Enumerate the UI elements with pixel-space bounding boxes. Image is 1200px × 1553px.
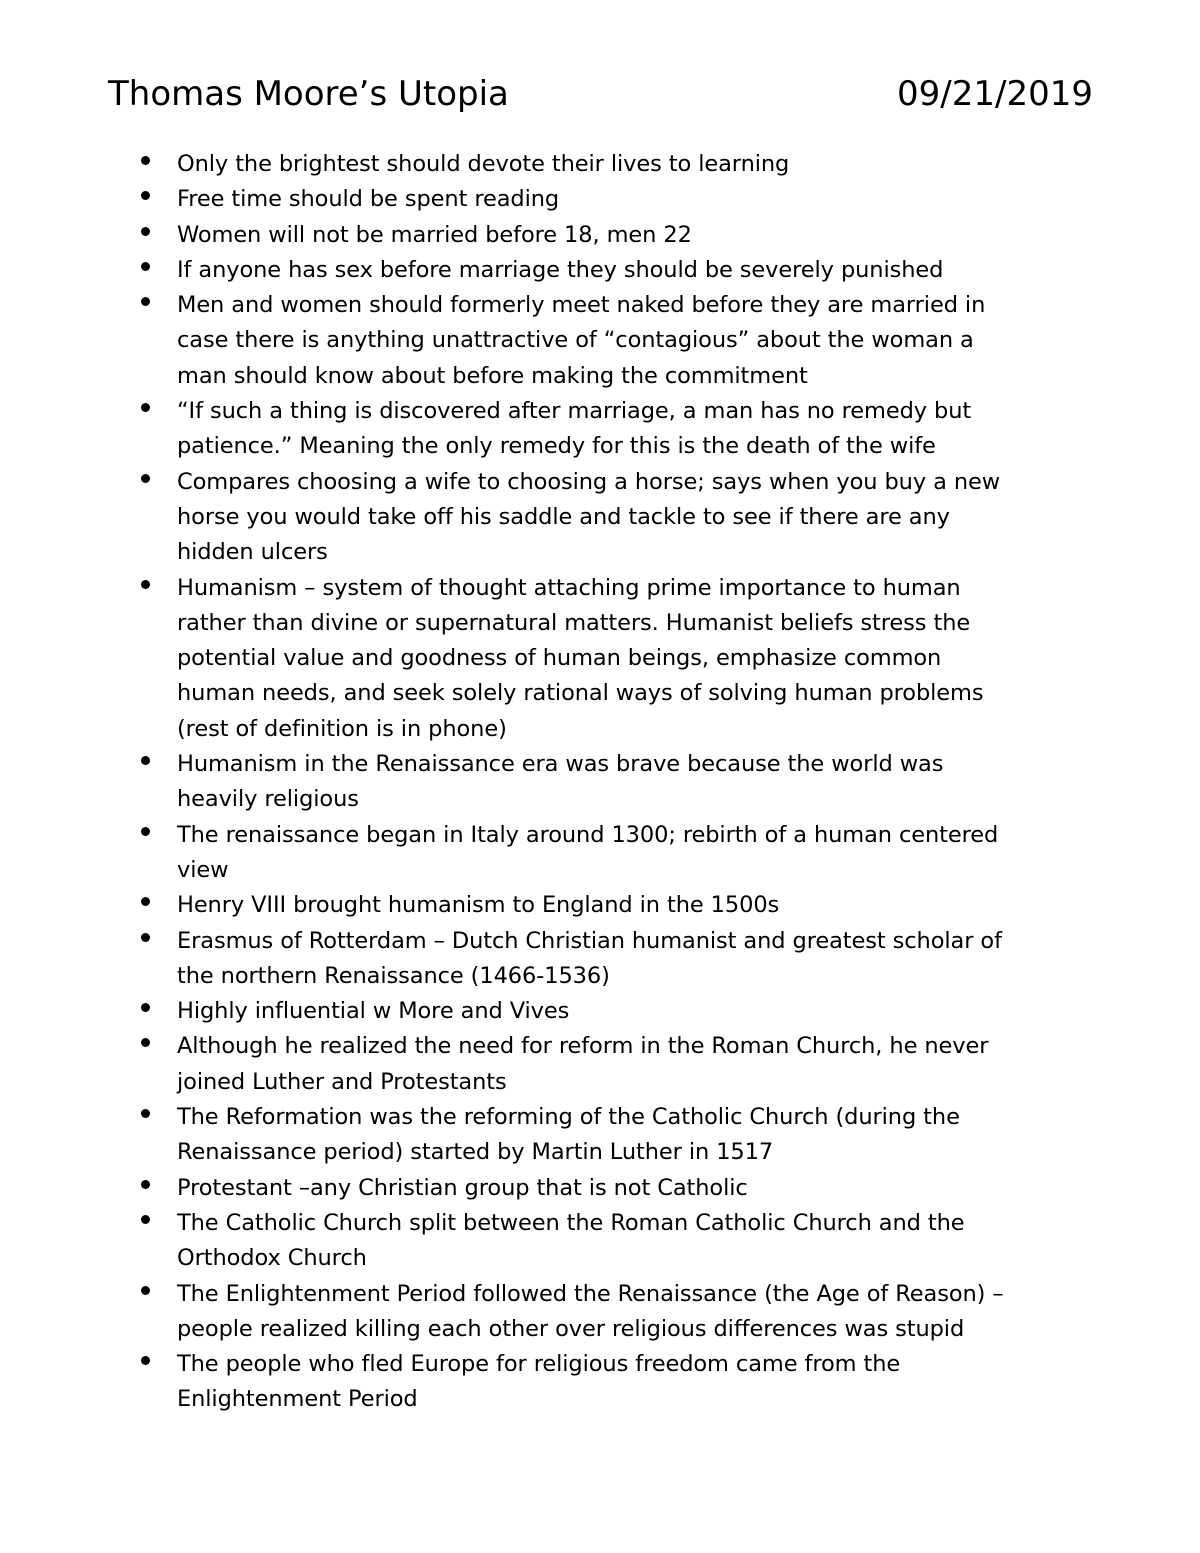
- bullet-icon: [141, 1038, 150, 1047]
- note-item: [0, 1171, 1077, 1206]
- bullet-icon: [141, 756, 150, 765]
- note-item: [0, 571, 1077, 747]
- note-line: Compares choosing a wife to choosing a horse; says when you buy a new: [177, 468, 1001, 495]
- bullet-icon: [141, 474, 150, 483]
- note-line: Humanism in the Renaissance era was brave because the world was: [177, 751, 944, 778]
- note-item: [0, 182, 1077, 217]
- bullet-icon: [141, 227, 150, 236]
- note-line: Orthodox Church: [177, 1245, 367, 1272]
- note-line: Henry VIII brought humanism to England in the 1500s: [177, 892, 780, 919]
- note-line: people realized killing each other over religious differences was stupid: [177, 1315, 965, 1342]
- note-line: The people who fled Europe for religious freedom came from the: [177, 1351, 901, 1378]
- bullet-icon: [141, 580, 150, 589]
- note-item: [0, 147, 1077, 182]
- note-item: [0, 1100, 1077, 1171]
- note-item: [0, 218, 1077, 253]
- bullet-icon: [141, 1286, 150, 1295]
- note-item: [0, 924, 1077, 995]
- note-line: view: [177, 856, 229, 883]
- note-item: [0, 288, 1077, 394]
- bullet-icon: [141, 262, 150, 271]
- note-line: potential value and goodness of human beings, emphasize common: [177, 645, 942, 672]
- bullet-icon: [141, 897, 150, 906]
- note-item: [0, 465, 1077, 571]
- note-line: heavily religious: [177, 786, 359, 813]
- note-line: The Catholic Church split between the Roman Catholic Church and the: [177, 1209, 965, 1236]
- note-line: Enlightenment Period: [177, 1386, 418, 1413]
- bullet-icon: [141, 297, 150, 306]
- note-item: [0, 888, 1077, 923]
- note-item: [0, 1347, 1077, 1418]
- note-item: [0, 1277, 1077, 1348]
- note-line: man should know about before making the commitment: [177, 362, 808, 389]
- note-line: If anyone has sex before marriage they should be severely punished: [177, 256, 944, 283]
- bullet-icon: [141, 1109, 150, 1118]
- document-date: 09/21/2019: [897, 74, 1093, 114]
- note-item: [0, 747, 1077, 818]
- note-item: [0, 818, 1077, 889]
- note-line: The renaissance began in Italy around 1300; rebirth of a human centered: [177, 821, 999, 848]
- document-header: [108, 72, 1093, 122]
- note-line: Highly influential w More and Vives: [177, 998, 570, 1025]
- bullet-icon: [141, 1356, 150, 1365]
- note-item: [0, 394, 1077, 465]
- bullet-icon: [141, 191, 150, 200]
- bullet-icon: [141, 156, 150, 165]
- note-line: Erasmus of Rotterdam – Dutch Christian humanist and greatest scholar of: [177, 927, 1002, 954]
- note-line: Women will not be married before 18, men 22: [177, 221, 692, 248]
- notes-list: [0, 147, 1200, 1418]
- note-item: [0, 1206, 1077, 1277]
- note-line: rather than divine or supernatural matters. Humanist beliefs stress the: [177, 609, 971, 636]
- note-line: joined Luther and Protestants: [177, 1068, 507, 1095]
- note-line: Although he realized the need for reform in the Roman Church, he never: [177, 1033, 989, 1060]
- note-item: [0, 1029, 1077, 1100]
- note-line: the northern Renaissance (1466-1536): [177, 962, 610, 989]
- note-line: patience.” Meaning the only remedy for this is the death of the wife: [177, 433, 936, 460]
- bullet-icon: [141, 1215, 150, 1224]
- note-line: The Enlightenment Period followed the Renaissance (the Age of Reason) –: [177, 1280, 1004, 1307]
- note-line: Only the brightest should devote their lives to learning: [177, 151, 790, 177]
- note-line: hidden ulcers: [177, 539, 328, 566]
- note-line: Protestant –any Christian group that is not Catholic: [177, 1174, 748, 1201]
- note-line: Renaissance period) started by Martin Luther in 1517: [177, 1139, 774, 1166]
- note-line: “If such a thing is discovered after marriage, a man has no remedy but: [177, 398, 972, 425]
- bullet-icon: [141, 1180, 150, 1189]
- document-title: Thomas Moore’s Utopia: [108, 74, 509, 114]
- note-line: Free time should be spent reading: [177, 186, 560, 213]
- note-line: horse you would take off his saddle and tackle to see if there are any: [177, 503, 950, 530]
- note-line: Humanism – system of thought attaching prime importance to human: [177, 574, 961, 601]
- note-line: Men and women should formerly meet naked before they are married in: [177, 292, 986, 319]
- bullet-icon: [141, 827, 150, 836]
- bullet-icon: [141, 933, 150, 942]
- bullet-icon: [141, 403, 150, 412]
- note-line: (rest of definition is in phone): [177, 715, 507, 742]
- note-line: human needs, and seek solely rational ways of solving human problems: [177, 680, 984, 707]
- note-line: case there is anything unattractive of “contagious” about the woman a: [177, 327, 974, 354]
- bullet-icon: [141, 1003, 150, 1012]
- note-item: [0, 253, 1077, 288]
- note-item: [0, 994, 1077, 1029]
- note-line: The Reformation was the reforming of the Catholic Church (during the: [177, 1104, 960, 1131]
